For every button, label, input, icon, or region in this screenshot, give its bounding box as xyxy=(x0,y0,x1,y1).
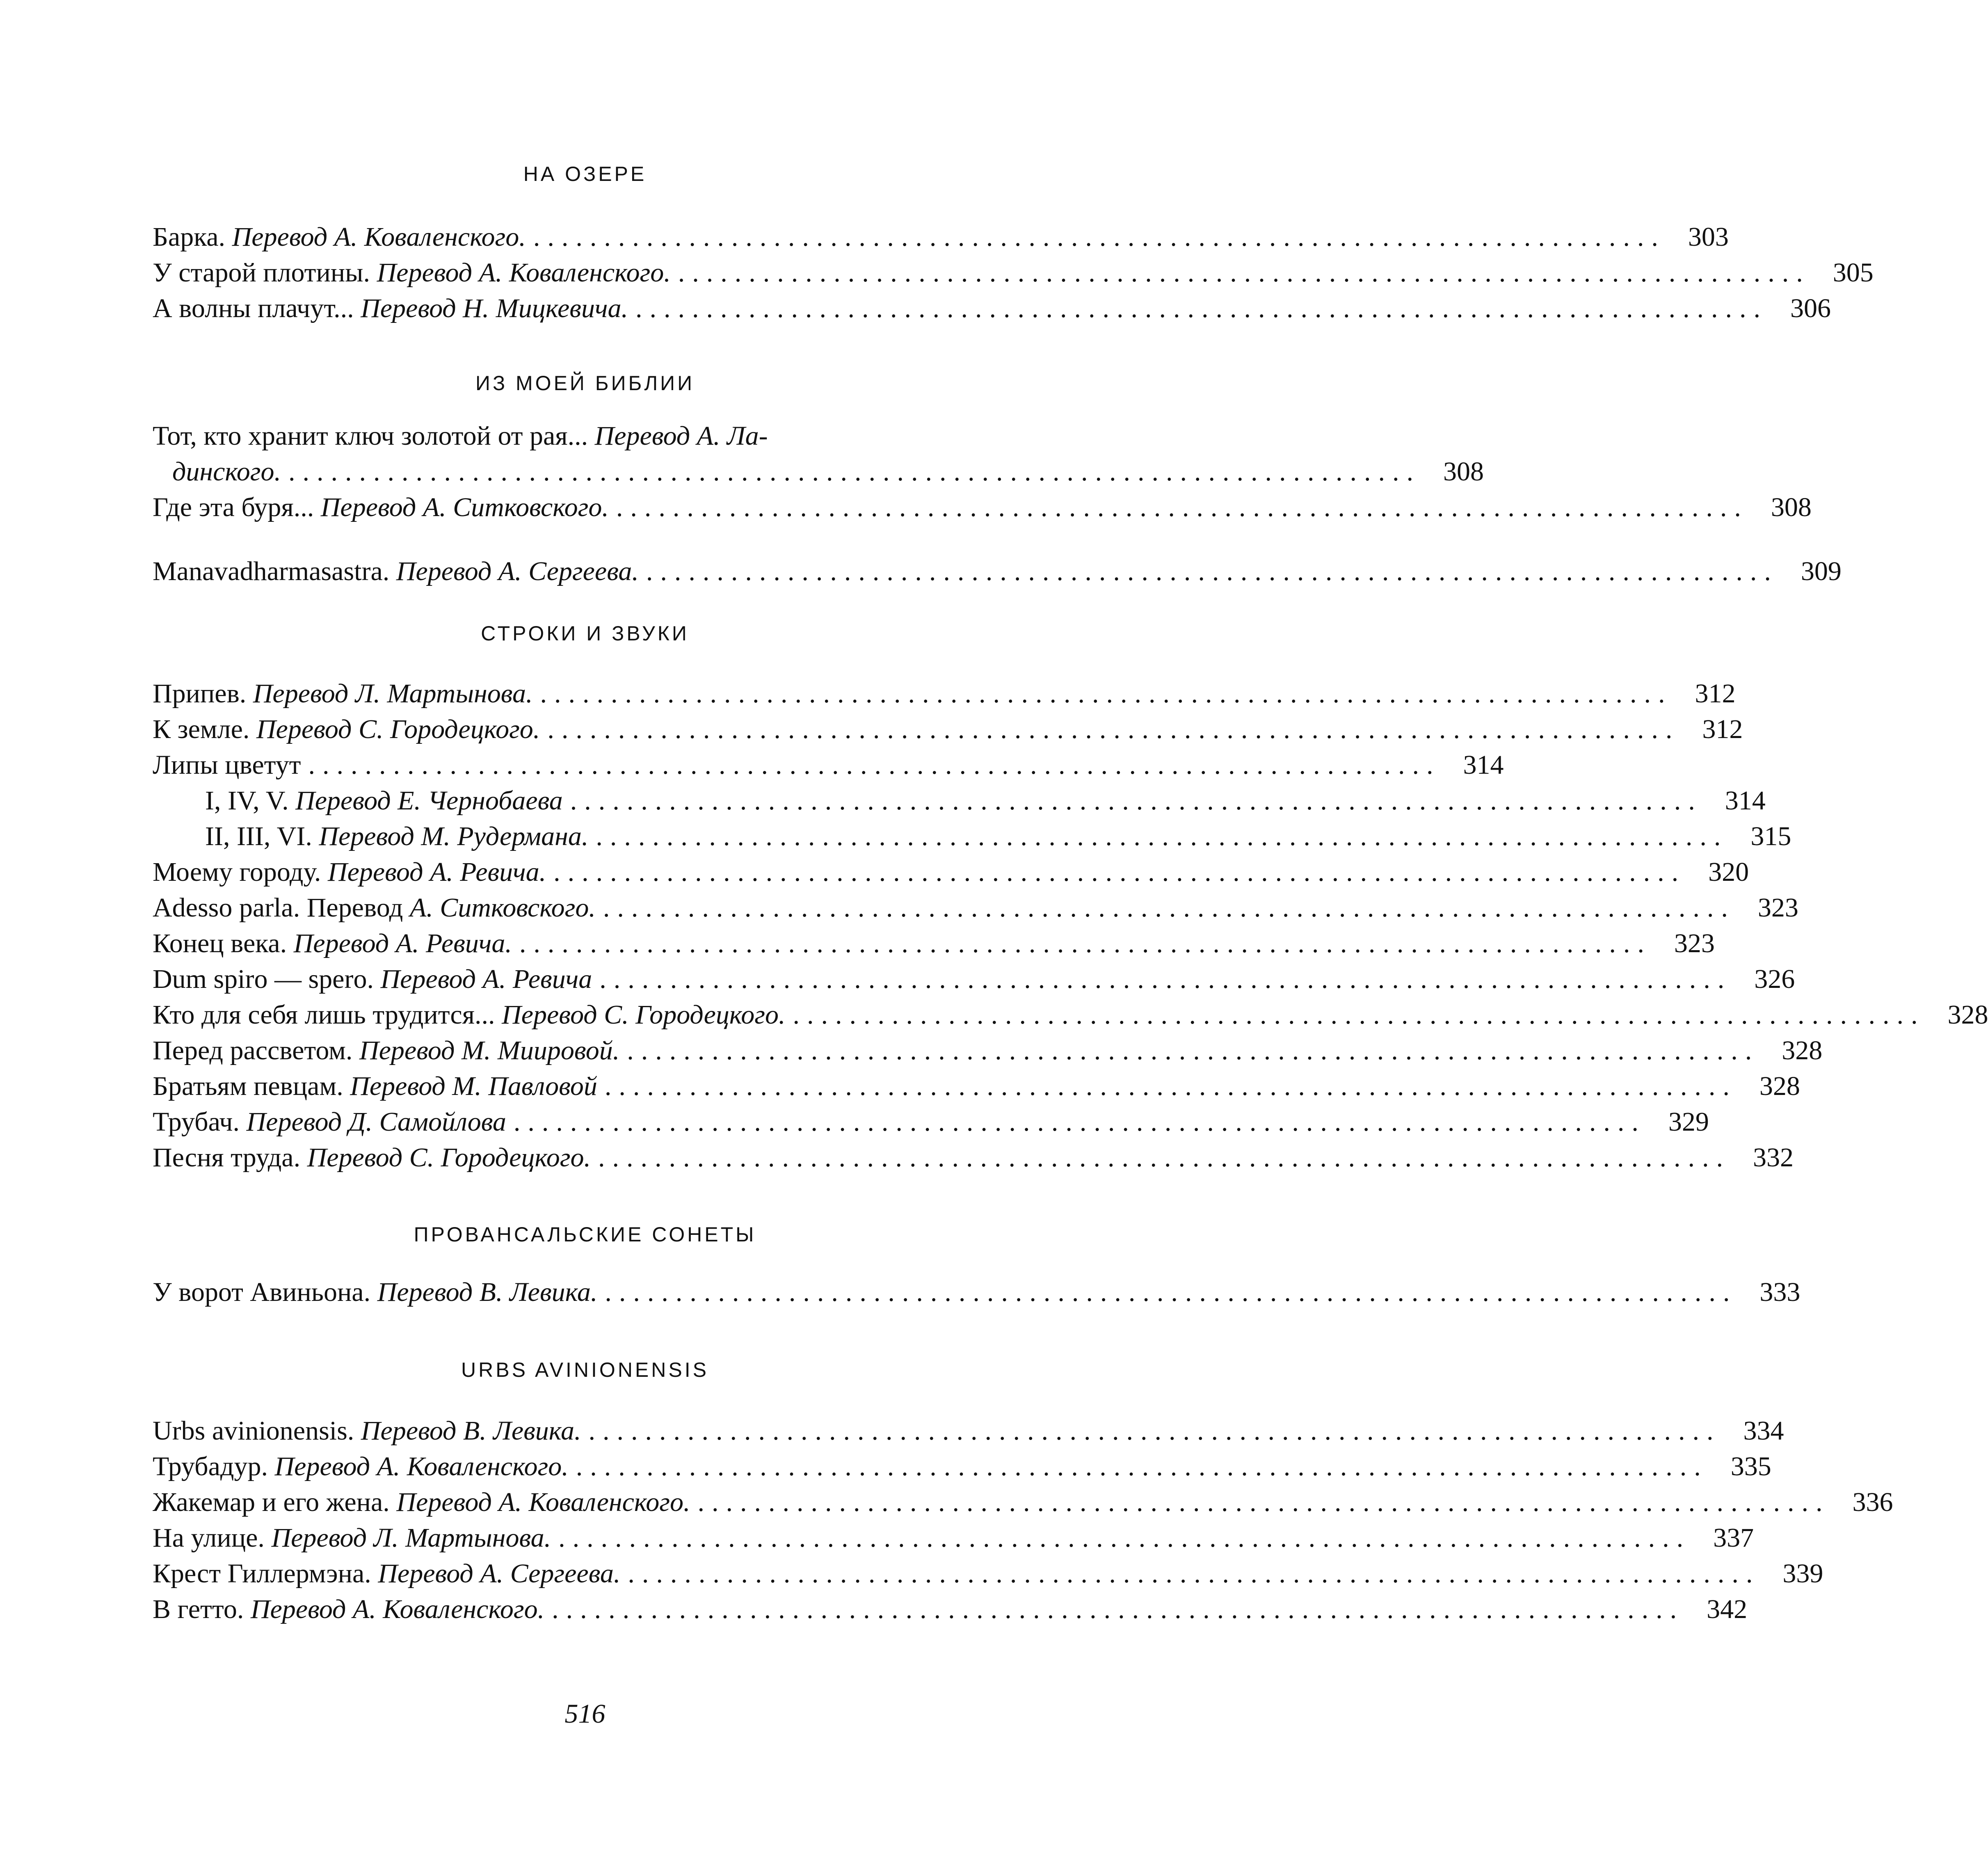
entry-title: Трубач. Перевод Д. Самойлова xyxy=(153,1107,506,1137)
page-number: 308 xyxy=(1771,492,1812,522)
dot-leader: ................................................................................ xyxy=(558,1523,1691,1553)
toc-entry xyxy=(153,1277,1801,1310)
entry-title: На улице. Перевод Л. Мартынова. xyxy=(153,1523,551,1553)
toc-entry xyxy=(153,1142,1794,1175)
entry-title: В гетто. Перевод А. Коваленского. xyxy=(153,1594,545,1624)
toc-entry xyxy=(153,857,1749,889)
entry-title: Dum spiro — spero. Перевод А. Ревича xyxy=(153,964,592,994)
dot-leader: ................................................................................ xyxy=(588,1416,1721,1446)
dot-leader: ................................................................................ xyxy=(553,857,1686,887)
page-number: 314 xyxy=(1725,786,1766,816)
page-number: 303 xyxy=(1688,222,1729,252)
dot-leader: ................................................................................ xyxy=(646,556,1778,586)
page-number: 326 xyxy=(1754,964,1795,994)
page-number: 308 xyxy=(1443,457,1484,487)
dot-leader: ................................................................................ xyxy=(793,1000,1925,1030)
entry-title: У старой плотины. Перевод А. Коваленского. xyxy=(153,258,671,288)
entry-title: I, IV, V. Перевод Е. Чернобаева xyxy=(205,786,563,816)
section-title-iz-moei-biblii: ИЗ МОЕЙ БИБЛИИ xyxy=(475,372,695,395)
toc-entry xyxy=(153,750,1504,782)
dot-leader: ................................................................................ xyxy=(603,893,1735,923)
toc-entry xyxy=(153,678,1736,711)
dot-leader: ................................................................................ xyxy=(547,714,1680,744)
dot-leader: ................................................................................ xyxy=(628,1559,1760,1588)
toc-entry xyxy=(153,257,1874,290)
toc-entry xyxy=(153,556,1842,589)
entry-title: Крест Гиллермэна. Перевод А. Сергеева. xyxy=(153,1559,621,1588)
section-title-stroki-i-zvuki: СТРОКИ И ЗВУКИ xyxy=(481,622,689,645)
toc-entry xyxy=(153,1487,1893,1520)
toc-entry-continuation xyxy=(172,456,1484,489)
page-number: 342 xyxy=(1707,1594,1748,1624)
toc-entry xyxy=(153,1106,1709,1139)
dot-leader: ................................................................................ xyxy=(604,1071,1737,1101)
entry-title: Urbs avinionensis. Перевод В. Левика. xyxy=(153,1416,581,1446)
page-number: 320 xyxy=(1708,857,1749,887)
entry-title: Братьям певцам. Перевод М. Павловой xyxy=(153,1071,597,1101)
page-number: 305 xyxy=(1833,258,1874,288)
dot-leader: ................................................................................ xyxy=(596,821,1728,851)
entry-title: У ворот Авиньона. Перевод В. Левика. xyxy=(153,1277,598,1307)
entry-title: К земле. Перевод С. Городецкого. xyxy=(153,714,540,744)
section-title-na-ozere: НА ОЗЕРЕ xyxy=(523,162,647,185)
entry-title: Припев. Перевод Л. Мартынова. xyxy=(153,679,533,709)
page-number: 328 xyxy=(1947,1000,1988,1030)
entry-title: Трубадур. Перевод А. Коваленского. xyxy=(153,1451,569,1481)
dot-leader: ................................................................................ xyxy=(598,1143,1730,1172)
entry-title: Конец века. Перевод А. Ревича. xyxy=(153,928,512,958)
toc-entry-first-line xyxy=(153,421,1014,452)
entry-title: динского. xyxy=(172,457,281,487)
page-number: 333 xyxy=(1759,1277,1801,1307)
dot-leader: ................................................................................ xyxy=(533,222,1666,252)
page-number: 309 xyxy=(1801,556,1842,586)
entry-title: Песня труда. Перевод С. Городецкого. xyxy=(153,1143,591,1172)
entry-translator: Перевод А. Ла- xyxy=(594,421,768,451)
page-number: 328 xyxy=(1782,1035,1823,1065)
toc-entry xyxy=(153,964,1795,996)
entry-title: Моему городу. Перевод А. Ревича. xyxy=(153,857,546,887)
page-number: 314 xyxy=(1463,750,1504,780)
toc-entry xyxy=(153,714,1743,747)
dot-leader: ................................................................................ xyxy=(627,1035,1759,1065)
toc-entry xyxy=(153,492,1812,525)
page-number: 312 xyxy=(1702,714,1743,744)
page-number: 312 xyxy=(1695,679,1736,709)
page-number: 334 xyxy=(1743,1416,1784,1446)
dot-leader: ................................................................................ xyxy=(635,293,1768,323)
dot-leader: ................................................................................ xyxy=(513,1107,1646,1137)
page-number: 315 xyxy=(1750,821,1791,851)
section-title-urbs-avinionensis: URBS AVINIONENSIS xyxy=(461,1358,709,1381)
dot-leader: ................................................................................ xyxy=(605,1277,1737,1307)
toc-entry xyxy=(153,1071,1800,1104)
page-number: 337 xyxy=(1713,1523,1754,1553)
entry-title: Adesso parla. Перевод А. Ситковского. xyxy=(153,893,596,923)
toc-entry xyxy=(153,1522,1754,1555)
dot-leader: ................................................................................ xyxy=(288,457,1421,487)
toc-entry xyxy=(153,999,1988,1032)
toc-entry xyxy=(153,1451,1771,1484)
section-title-provansalskie-sonety: ПРОВАНСАЛЬСКИЕ СОНЕТЫ xyxy=(414,1223,756,1246)
entry-title: Барка. Перевод А. Коваленского. xyxy=(153,222,526,252)
page-number: 328 xyxy=(1759,1071,1800,1101)
toc-subentry xyxy=(205,821,1791,854)
entry-title: Липы цветут xyxy=(153,750,301,780)
dot-leader: ................................................................................ xyxy=(552,1594,1684,1624)
page-number: 336 xyxy=(1852,1487,1893,1517)
dot-leader: ................................................................................ xyxy=(570,786,1702,816)
toc-entry xyxy=(153,293,1831,326)
entry-title: Перед рассветом. Перевод М. Миировой. xyxy=(153,1035,620,1065)
toc-entry xyxy=(153,1415,1784,1448)
dot-leader: ................................................................................ xyxy=(540,679,1673,709)
entry-title: А волны плачут... Перевод Н. Мицкевича. xyxy=(153,293,628,323)
page-number: 323 xyxy=(1674,928,1715,958)
page-number: 306 xyxy=(1790,293,1831,323)
dot-leader: ................................................................................ xyxy=(519,928,1652,958)
entry-title: Кто для себя лишь трудится... Перевод С. Городецкого. xyxy=(153,1000,786,1030)
entry-title: Где эта буря... Перевод А. Ситковского. xyxy=(153,492,609,522)
toc-entry xyxy=(153,1558,1823,1591)
page-number: 332 xyxy=(1753,1143,1794,1172)
entry-title: Тот, кто хранит ключ золотой от рая... xyxy=(153,421,595,451)
dot-leader: ................................................................................ xyxy=(576,1451,1708,1481)
toc-subentry xyxy=(205,785,1766,818)
toc-entry xyxy=(153,1594,1748,1627)
entry-title: Manavadharmasastra. Перевод А. Сергеева. xyxy=(153,556,639,586)
dot-leader: ................................................................................ xyxy=(308,750,1441,780)
page-number: 335 xyxy=(1730,1451,1771,1481)
entry-title: Жакемар и его жена. Перевод А. Коваленского. xyxy=(153,1487,690,1517)
toc-entry xyxy=(153,222,1729,254)
dot-leader: ................................................................................ xyxy=(616,492,1748,522)
dot-leader: ................................................................................ xyxy=(678,258,1810,288)
page-folio-number: 516 xyxy=(564,1699,606,1729)
page-number: 339 xyxy=(1782,1559,1823,1588)
toc-entry xyxy=(153,1035,1823,1068)
entry-title: II, III, VI. Перевод М. Рудермана. xyxy=(205,821,589,851)
page-number: 329 xyxy=(1668,1107,1709,1137)
dot-leader: ................................................................................ xyxy=(599,964,1732,994)
dot-leader: ................................................................................ xyxy=(697,1487,1830,1517)
toc-entry xyxy=(153,892,1798,925)
page-number: 323 xyxy=(1757,893,1798,923)
toc-entry xyxy=(153,928,1715,961)
